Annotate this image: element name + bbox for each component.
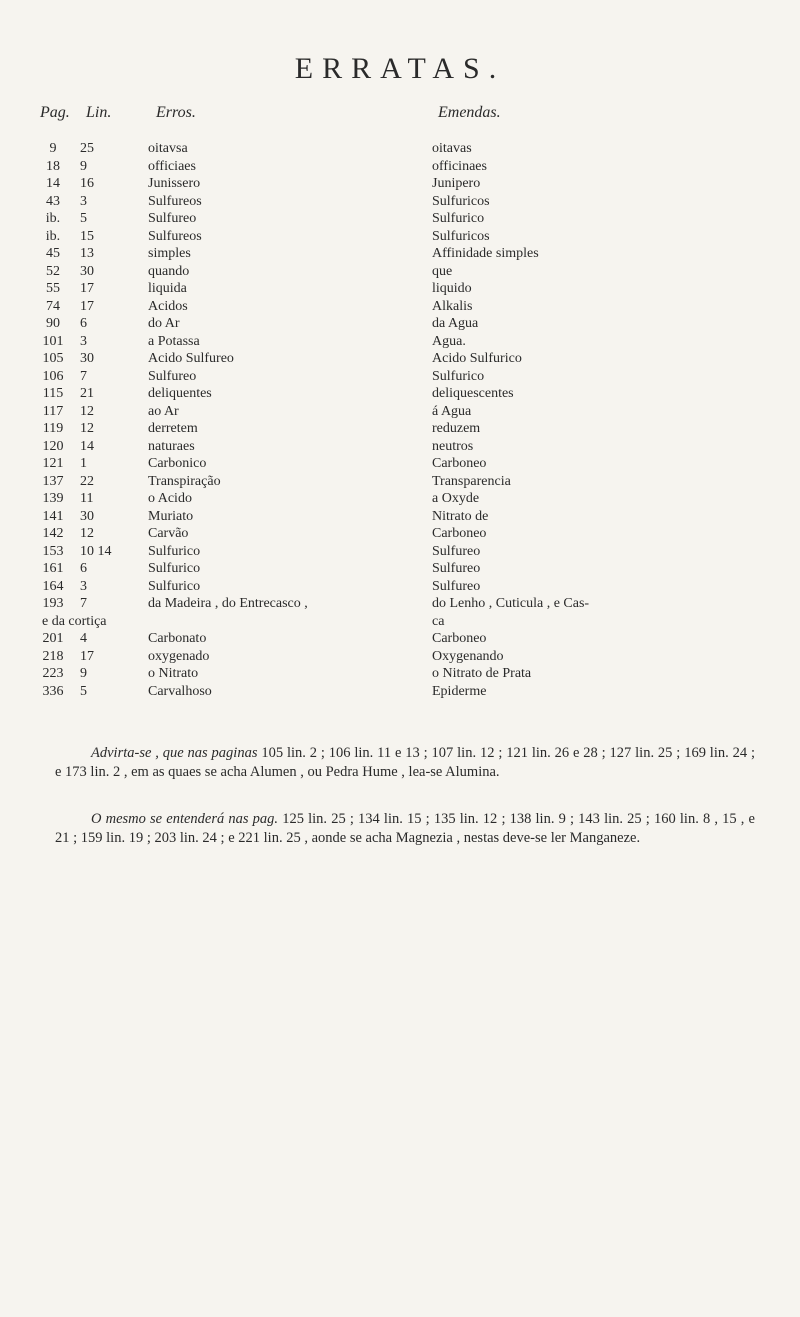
row-line: 13 [80,246,94,261]
row-line: 30 [80,351,94,366]
row-emenda: Carboneo [432,456,487,471]
table-row [0,438,800,456]
row-emenda: Agua. [432,333,466,349]
row-emenda: Sulfuricos [432,228,490,244]
row-emenda: neutros [432,438,474,454]
row-line: 7 [80,596,87,611]
table-row [0,333,800,351]
row-emenda: Carboneo [432,526,487,541]
row-emenda: officinaes [432,158,487,174]
row-page: ib. [45,211,61,226]
page-title: ERRATAS. [294,52,506,85]
row-error: Carbonato [148,631,207,646]
row-error: Acidos [148,298,188,314]
table-row [0,315,800,333]
row-error: ao Ar [148,403,179,419]
row-page: 201 [42,631,64,646]
row-line: 21 [80,386,94,401]
table-row [0,490,800,508]
row-line: 22 [80,473,94,489]
row-emenda: liquido [432,281,472,296]
row-page: 161 [42,561,64,576]
row-error: oitavsa [148,141,188,156]
row-error: Junissero [148,176,201,191]
table-row [0,368,800,386]
row-line: 3 [80,333,87,349]
row-page: 55 [46,281,60,296]
table-row [0,543,800,561]
table-row [0,665,800,683]
header-errors: Erros. [156,104,196,121]
row-emenda: Sulfurico [432,368,485,384]
row-page: 336 [42,683,64,699]
row-page: 137 [42,473,64,489]
row-error: Muriato [148,508,194,524]
table-row [0,683,800,701]
table-row [0,210,800,228]
row-emenda: que [432,263,453,279]
row-line: 25 [80,141,94,156]
row-error: a Potassa [148,333,200,349]
note-alumen [55,744,755,782]
row-line: 7 [80,368,87,384]
row-line: 9 [80,666,87,681]
row-line: 17 [80,648,94,664]
row-line: 12 [80,526,94,541]
row-error: Acido Sulfureo [148,351,234,366]
row-line: 15 [80,228,94,244]
row-line: 5 [80,211,87,226]
row-page: 139 [42,491,64,506]
row-emenda: Sulfurico [432,211,485,226]
table-row [0,263,800,281]
row-line: 17 [80,298,94,314]
row-emenda: do Lenho , Cuticula , e Cas- [432,596,590,611]
table-row [0,560,800,578]
row-emenda: Epiderme [432,683,487,699]
row-error: Sulfureo [148,211,197,226]
row-emenda: Alkalis [432,298,473,314]
header-page: Pag. [40,104,70,121]
table-row [0,228,800,246]
row-line: 30 [80,263,94,279]
row-emenda: Affinidade simples [432,246,539,261]
row-line: 3 [80,578,87,594]
row-emenda: reduzem [432,421,481,436]
row-line: 9 [80,158,87,174]
row-page: 9 [49,141,57,156]
row-page: 115 [42,386,64,401]
table-row [0,578,800,596]
table-row [0,298,800,316]
row-page: 121 [42,456,64,471]
row-page: 193 [42,596,64,611]
row-emenda: Sulfureo [432,578,481,594]
row-line: 3 [80,193,87,209]
note-magnezia [55,810,755,848]
row-error: Sulfureos [148,228,202,244]
row-error: o Acido [148,491,192,506]
row-page: 164 [42,578,64,594]
row-page: 14 [46,176,60,191]
row-emenda: ca [432,613,445,629]
table-row [0,193,800,211]
row-line: 30 [80,508,94,524]
row-error: naturaes [148,438,195,454]
row-error: oxygenado [148,648,210,664]
row-emenda: deliquescentes [432,386,514,401]
row-page: 90 [46,316,60,331]
row-error: officiaes [148,158,196,174]
row-emenda: Acido Sulfurico [432,351,522,366]
table-row [0,420,800,438]
row-page: 45 [46,246,60,261]
table-row [0,245,800,263]
table-row [0,613,800,631]
row-page: 120 [42,438,64,454]
table-row [0,525,800,543]
table-row [0,385,800,403]
note-magnezia-text: 125 lin. 25 ; 134 lin. 15 ; 135 lin. 12 ; 138 lin. 9 ; 143 lin. 25 ; 160 lin. 8 , 15 , e 21 ; 159 lin. 19 ; 203 lin. 24 ; e 221 lin. 25 , aonde se acha Magnezia , nestas deve-se ler Manganeze. [55,811,755,846]
row-error: o Nitrato [148,666,199,681]
row-page: 18 [46,158,60,174]
table-row [0,648,800,666]
table-row [0,455,800,473]
row-error: da Madeira , do Entrecasco , [148,596,308,611]
row-line: 4 [80,631,87,646]
row-emenda: oitavas [432,141,472,156]
table-row [0,630,800,648]
row-page: 105 [42,351,64,366]
row-page: 101 [42,333,64,349]
row-page: 74 [46,298,60,314]
row-line: 17 [80,281,94,296]
row-error: Sulfureos [148,193,202,209]
row-emenda: Junipero [432,176,481,191]
row-page: 218 [42,648,64,664]
row-emenda: Carboneo [432,631,487,646]
table-row [0,508,800,526]
row-emenda: Nitrato de [432,508,489,524]
row-page: 142 [42,526,64,541]
row-page: 119 [42,421,64,436]
table-row [0,403,800,421]
row-line: 16 [80,176,94,191]
note-alumen-label: Advirta-se , que nas paginas [91,745,258,761]
row-emenda: Transparencia [432,473,511,489]
row-emenda: á Agua [432,403,472,419]
table-row [0,595,800,613]
table-row [0,280,800,298]
row-page: 106 [42,368,64,384]
row-error: derretem [148,421,198,436]
row-emenda: Sulfureo [432,543,481,559]
row-page: 52 [46,263,60,279]
row-line: 5 [80,683,87,699]
table-row [0,140,800,158]
row-line: 1 [80,456,87,471]
row-page: 117 [42,403,64,419]
row-error: Sulfurico [148,578,201,594]
row-page: 141 [42,508,64,524]
table-row [0,350,800,368]
row-error: e da cortiça [42,613,107,629]
row-page: 43 [46,193,60,209]
table-row [0,175,800,193]
row-emenda: a Oxyde [432,491,480,506]
table-row [0,473,800,491]
row-error: Carbonico [148,456,207,471]
row-error: Transpiração [148,473,221,489]
row-error: quando [148,263,190,279]
row-line: 11 [80,491,94,506]
row-error: simples [148,246,191,261]
note-alumen-text: 105 lin. 2 ; 106 lin. 11 e 13 ; 107 lin. 12 ; 121 lin. 26 e 28 ; 127 lin. 25 ; 169 lin. 24 ; e 173 lin. 2 , em as quaes se acha Alumen , ou Pedra Hume , lea-se Alumina. [55,745,755,780]
note-magnezia-label: O mesmo se entenderá nas pag. [91,811,279,827]
row-line: 6 [80,561,87,576]
row-line: 12 [80,421,94,436]
row-error: Sulfureo [148,368,197,384]
row-error: Sulfurico [148,543,201,559]
row-emenda: da Agua [432,316,479,331]
row-emenda: Sulfureo [432,561,481,576]
row-error: do Ar [148,316,180,331]
row-error: Sulfurico [148,561,201,576]
row-page: 153 [42,543,64,559]
row-line: 10 14 [80,543,112,559]
row-error: Carvão [148,526,189,541]
errata-table [0,140,800,700]
row-page: 223 [42,666,64,681]
table-row [0,158,800,176]
row-error: liquida [148,281,187,296]
row-line: 6 [80,316,87,331]
header-line: Lin. [86,104,112,121]
row-page: ib. [45,228,61,244]
row-emenda: Sulfuricos [432,193,490,209]
row-error: deliquentes [148,386,212,401]
row-line: 12 [80,403,94,419]
header-emendas: Emendas. [438,104,501,121]
row-emenda: o Nitrato de Prata [432,666,532,681]
row-error: Carvalhoso [148,683,212,699]
row-line: 14 [80,438,94,454]
row-emenda: Oxygenando [432,648,504,664]
